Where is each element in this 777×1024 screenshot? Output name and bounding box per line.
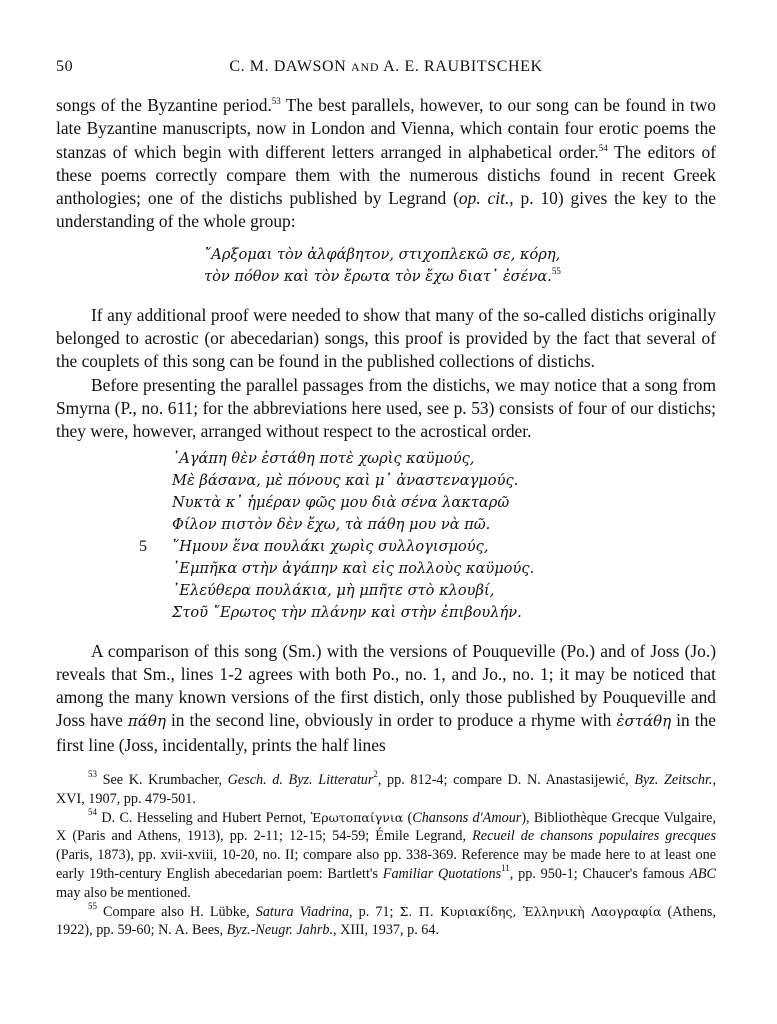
verse2-line-2: Μὲ βάσανα, μὲ πόνους καὶ μ᾽ ἀναστεναγμούς. (172, 471, 519, 489)
verse2-line-1: ᾿Αγάπη θὲν ἐστάθη ποτὲ χωρὶς καϋμούς, (172, 449, 475, 467)
footnote-53-number: 53 (88, 769, 97, 780)
fn54-j: ABC (689, 866, 716, 883)
running-header (56, 58, 716, 84)
para1-text-2: The best parallels, however, to our song can be found in two late Byzantine manuscripts, now in London and Vienna, which contain four erotic poems the stanzas of which begin with different letters arranged in alphabetical order. (56, 95, 717, 162)
footnote-ref-54: 54 (598, 142, 608, 153)
para1-text-1: songs of the Byzantine period. (56, 95, 272, 115)
para4-text-1: A comparison of this song (Sm.) with the versions of Pouqueville (Po.) and of Joss (Jo.) reveals that Sm., lines 1-2 agrees with both Po., no. 1, and Jo., no. 1; it may be noticed that among the many known versions of the first distich, only those published by Pouqueville and Joss have (56, 640, 716, 731)
fn54-i: , pp. 950-1; Chaucer's famous (509, 866, 690, 883)
verse1-line-2-text: τὸν πόθον καὶ τὸν ἔρωτα τὸν ἔχω διατ᾽ ἐσένα. (204, 267, 552, 285)
fn54-a: D. C. Hesseling and Hubert Pernot, (97, 809, 311, 826)
footnotes (56, 771, 716, 940)
fn54-b: Ἐρωτοπαίγνια (310, 809, 404, 825)
verse1-line-1: ῎Αρξομαι τὸν ἀλφάβητον, στιχοπλεκῶ σε, κόρη, (204, 245, 561, 263)
author-1: C. M. DAWSON (229, 58, 347, 75)
greek-estathe: ἐστάθη (616, 712, 672, 731)
footnote-53 (56, 771, 716, 809)
para4-text-2: in the second line, obviously in order to produce a rhyme with (165, 710, 617, 731)
fn53-a: See K. Krumbacher, (97, 772, 228, 789)
fn55-e: (Athens, 1922), pp. 59-60; N. A. Bees, (56, 903, 716, 939)
fn55-a: Compare also H. Lübke, (97, 903, 256, 920)
fn53-c: , pp. 812-4; compare D. N. Anastasijewić, (377, 772, 635, 789)
fn54-f: Recueil de chansons populaires grecques (472, 828, 716, 845)
running-title (56, 58, 716, 76)
fn54-sup: 11 (501, 863, 510, 874)
paragraph-3: Before presenting the parallel passages from the distichs, we may notice that a song from Smyrna (P., no. 611; for the abbreviations here used, see p. 53) consists of four of our distichs; they were, however, arranged without respect to the acrostical order. (56, 374, 716, 442)
verse1-line-2 (204, 266, 716, 288)
fn55-g: , XIII, 1937, p. 64. (333, 922, 440, 939)
fn54-k: may also be mentioned. (56, 884, 191, 901)
body-text (56, 94, 716, 757)
verse2-line-5-text: ῞Ημουν ἕνα πουλάκι χωρὶς συλλογισμούς, (172, 537, 489, 555)
verse2-line-3: Νυκτὰ κ᾽ ἡμέραν φῶς μου διὰ σένα λακταρῶ (172, 493, 510, 511)
page (56, 58, 716, 940)
para4-text-3: in the first line (Joss, incidentally, prints the half lines (56, 710, 716, 755)
paragraph-4 (56, 640, 716, 757)
fn55-f: Byz.-Neugr. Jahrb. (226, 922, 334, 939)
verse2-line-7: ᾿Ελεύθερα πουλάκια, μὴ μπῆτε στὸ κλουβί, (172, 581, 495, 599)
fn54-e: ), Bibliothèque Grecque Vulgaire, X (Paris and Athens, 1913), pp. 2-11; 12-15; 54-59; Émile Legrand, (56, 809, 716, 845)
fn55-d: Σ. Π. Κυριακίδης, Ἑλληνικὴ Λαογραφία (399, 903, 662, 919)
verse-quote-1 (204, 244, 716, 288)
para1-text-3: The editors of these poems correctly compare them with the numerous distichs found in recent Greek anthologies; one of the distichs published by Legrand ( (56, 141, 717, 209)
verse2-line-5 (139, 536, 716, 558)
and-word: AND (350, 60, 380, 74)
fn54-c: ( (403, 809, 413, 826)
footnote-54 (56, 806, 716, 903)
footnote-ref-55: 55 (551, 265, 561, 276)
fn54-h: Familiar Quotations (382, 866, 502, 883)
fn53-d: Byz. Zeitschr. (634, 772, 713, 789)
footnote-54-number: 54 (88, 806, 97, 817)
fn55-b: Satura Viadrina (255, 903, 350, 920)
verse2-line-8: Στοῦ ῎Ερωτος τὴν πλάνην καὶ στὴν ἐπιβουλήν. (172, 603, 522, 621)
op-cit: op. cit. (458, 188, 510, 209)
paragraph-1 (56, 94, 716, 234)
line-number: 5 (139, 537, 147, 555)
footnote-55-number: 55 (88, 900, 97, 911)
paragraph-2: If any additional proof were needed to show that many of the so-called distichs originally belonged to acrostic (or abecedarian) songs, this proof is provided by the fact that several of the couplets of this song can be found in the published collections of distichs. (56, 304, 716, 372)
fn53-b: Gesch. d. Byz. Litteratur (227, 772, 374, 789)
greek-pathe: πάθη (127, 712, 166, 731)
para1-text-4: , p. 10) gives the key to the understanding of the whole group: (56, 188, 716, 232)
page-number: 50 (56, 58, 74, 75)
fn54-d: Chansons d'Amour (412, 809, 522, 826)
verse-quote-2 (139, 448, 716, 624)
fn54-g: (Paris, 1873), pp. xvii-xviii, 10-20, no. II; compare also pp. 338-369. Reference may be made here to at least one early 19th-century English abecedarian poem: Bartlett's (56, 847, 716, 883)
footnote-55 (56, 900, 716, 941)
verse2-line-6: ᾿Εμπῆκα στὴν ἀγάπην καὶ εἰς πολλοὺς καϋμούς. (172, 559, 535, 577)
footnote-ref-53: 53 (271, 96, 281, 106)
fn53-e: , XVI, 1907, pp. 479-501. (56, 772, 717, 807)
author-2: A. E. RAUBITSCHEK (383, 58, 543, 75)
verse2-line-4: Φίλον πιστὸν δὲν ἔχω, τὰ πάθη μου νὰ πῶ. (172, 515, 491, 533)
fn53-sup: 2 (373, 769, 378, 780)
fn55-c: , p. 71; (349, 903, 400, 920)
